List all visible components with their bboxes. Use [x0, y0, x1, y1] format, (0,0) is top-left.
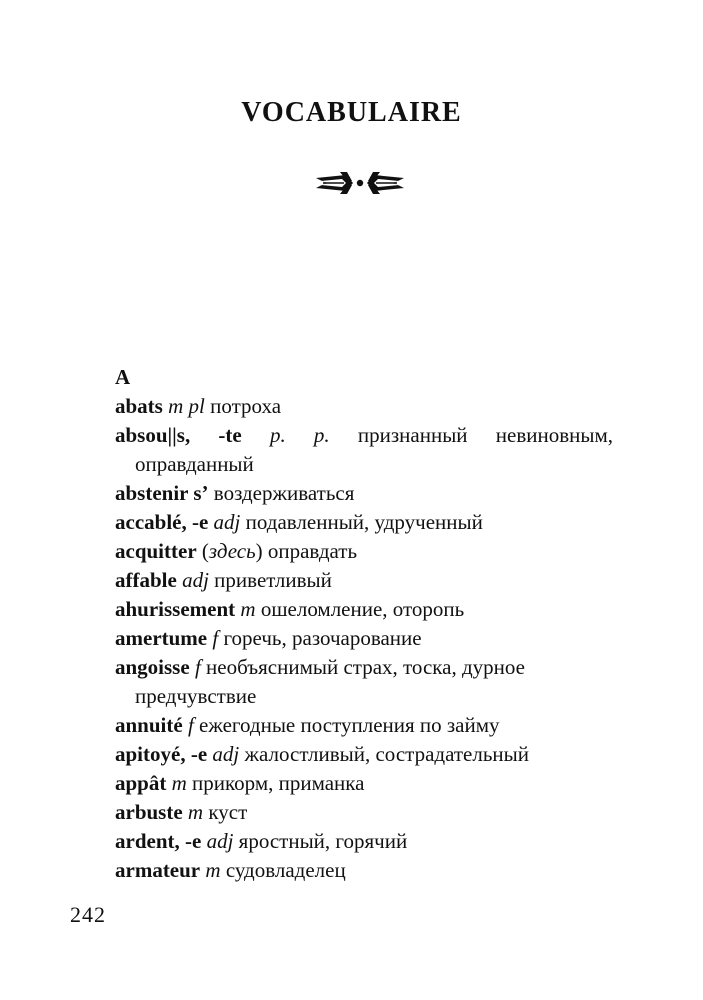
grammar-label: m: [240, 597, 256, 621]
vocab-entry: [115, 827, 613, 856]
headword: abats: [115, 394, 163, 418]
vocab-entry: [115, 392, 613, 421]
grammar-label: f: [194, 655, 201, 679]
headword: amertume: [115, 626, 208, 650]
grammar-label: adj: [182, 568, 209, 592]
headword: angoisse: [115, 655, 190, 679]
headword: ardent, -e: [115, 829, 202, 853]
headword: apitoyé, -e: [115, 742, 208, 766]
translation: жалостливый, сострадательный: [244, 742, 529, 766]
vocab-entry: [115, 508, 613, 537]
grammar-label: m pl: [168, 394, 205, 418]
translation: ) оправдать: [255, 539, 358, 563]
vocabulary-list: [115, 363, 613, 885]
headword: affable: [115, 568, 177, 592]
translation: ежегодные поступления по займу: [199, 713, 500, 737]
vocab-entry: [115, 798, 613, 827]
headword: ahurissement: [115, 597, 236, 621]
vocab-entry: [115, 421, 613, 479]
vocab-entry: [115, 740, 613, 769]
grammar-label: m: [187, 800, 204, 824]
translation: необъяснимый страх, тоска, дурное предчувствие: [135, 655, 525, 708]
usage-note: здесь: [208, 539, 256, 563]
grammar-label: f: [187, 713, 194, 737]
translation: куст: [208, 800, 248, 824]
paren-open: (: [201, 539, 209, 563]
translation: приветливый: [214, 568, 332, 592]
vocab-entry: [115, 595, 613, 624]
grammar-label: adj: [213, 510, 241, 534]
grammar-label: f: [212, 626, 219, 650]
vocab-entry: [115, 624, 613, 653]
translation: яростный, горячий: [238, 829, 408, 853]
vocab-entry: [115, 537, 613, 566]
vocab-entry: [115, 566, 613, 595]
headword: accablé, -e: [115, 510, 209, 534]
headword: armateur: [115, 858, 201, 882]
grammar-label: m: [171, 771, 187, 795]
grammar-label: p. p.: [269, 423, 330, 447]
translation: горечь, разочарование: [223, 626, 422, 650]
grammar-label: m: [205, 858, 221, 882]
headword: abstenir s’: [115, 481, 209, 505]
headword: arbuste: [115, 800, 183, 824]
grammar-label: adj: [206, 829, 234, 853]
translation: воздерживаться: [213, 481, 355, 505]
decorative-divider-icon: [316, 172, 404, 194]
translation: признанный невиновным, оправданный: [135, 423, 614, 476]
page-title: VOCABULAIRE: [241, 97, 462, 128]
vocab-entry: [115, 711, 613, 740]
translation: потроха: [210, 394, 282, 418]
section-letter: A: [115, 365, 131, 389]
vocab-entry: [115, 856, 613, 885]
vocab-entry: [115, 479, 613, 508]
translation: судовладелец: [225, 858, 346, 882]
grammar-label: adj: [212, 742, 240, 766]
headword: appât: [115, 771, 167, 795]
translation: прикорм, приманка: [192, 771, 365, 795]
vocab-entry: [115, 653, 613, 711]
headword: acquitter: [115, 539, 197, 563]
headword: absou||s, -te: [115, 423, 242, 447]
translation: ошеломление, оторопь: [260, 597, 465, 621]
headword: annuité: [115, 713, 183, 737]
translation: подавленный, удрученный: [245, 510, 483, 534]
page-number: 242: [70, 902, 106, 927]
vocab-entry: [115, 769, 613, 798]
